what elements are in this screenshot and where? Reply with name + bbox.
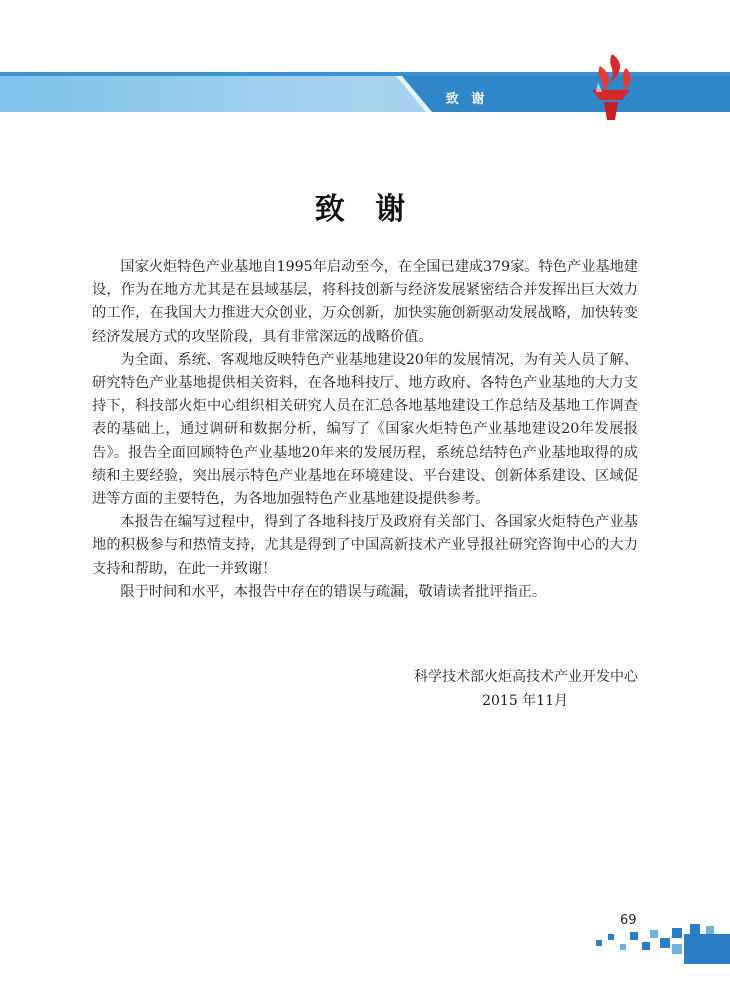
paragraph: 本报告在编写过程中，得到了各地科技厅及政府有关部门、各国家火炬特色产业基地的积极参与和热情支持，尤其是得到了中国高新技术产业导报社研究咨询中心的大力支持和帮助，在此一并致谢！ [92,514,638,577]
paragraph: 限于时间和水平，本报告中存在的错误与疏漏，敬请读者批评指正。 [120,583,547,600]
paragraph: 为全面、系统、客观地反映特色产业基地建设20年的发展情况，为有关人员了解、研究特色产业基地提供相关资料，在各地科技厅、地方政府、各特色产业基地的大力支持下，科技部火炬中心组织相关研究人员在汇总各地基地建设工作总结及基地工作调查表的基础上，通过调研和数据分析，编写了《国家火炬特色产业基地建设20年发展报告》。报告全面回顾特色产业基地20年来的发展历程，系统总结特色产业基地取得的成绩和主要经验，突出展示特色产业基地在环境建设、平台建设、创新体系建设、区域促进等方面的主要特色，为各地加强特色产业基地建设提供参考。 [92,351,638,508]
header-section-label: 致 谢 [445,92,489,107]
footer-pixel-decoration [594,924,730,964]
page-title: 致 谢 [314,192,416,227]
signature-organization: 科学技术部火炬高技术产业开发中心 [414,669,638,685]
torch-logo-icon [582,52,640,122]
signature-date: 2015 年11月 [482,693,568,709]
paragraph: 国家火炬特色产业基地自1995年启动至今，在全国已建成379家。特色产业基地建设，作为在地方尤其是在县域基层，将科技创新与经济发展紧密结合并发挥出巨大效力的工作，在我国大力推进大众创业，万众创新，加快实施创新驱动发展战略，加快转变经济发展方式的攻坚阶段，具有非常深远的战略价值。 [92,259,638,345]
page-number: 69 [620,913,637,928]
acknowledgement-body [92,256,638,604]
signature-block [414,665,638,713]
